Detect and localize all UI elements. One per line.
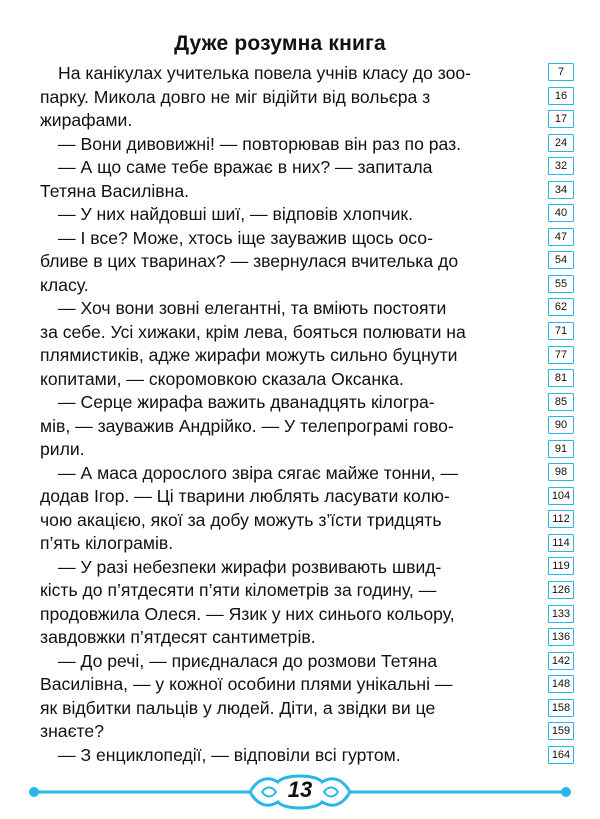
text-line: — З енциклопедії, — відповіли всі гуртом.	[58, 744, 401, 765]
word-count-box: 24	[548, 134, 574, 152]
word-count-box: 98	[548, 463, 574, 481]
page-number: 13	[287, 777, 313, 802]
text-line: — Вони дивовижні! — повторював він раз по раз.	[58, 133, 462, 154]
text-line: парку. Микола довго не міг відійти від вольєра з	[40, 86, 431, 107]
word-count-box: 71	[548, 322, 574, 340]
text-line: жирафами.	[40, 110, 133, 130]
word-count-box: 32	[548, 157, 574, 175]
text-line: — А що саме тебе вражає в них? — запитала	[58, 157, 433, 177]
word-count-box: 112	[548, 510, 574, 528]
text-line: як відбитки пальців у людей. Діти, а звідки ви це	[40, 697, 436, 718]
text-line: п’ять кілограмів.	[40, 533, 174, 553]
word-count-box: 114	[548, 534, 574, 552]
word-count-box: 16	[548, 87, 574, 105]
word-count-box: 55	[548, 275, 574, 293]
word-count-box: 85	[548, 393, 574, 411]
word-count-box: 40	[548, 204, 574, 222]
word-count-box: 47	[548, 228, 574, 246]
word-count-box: 90	[548, 416, 574, 434]
word-count-box: 164	[548, 746, 574, 764]
text-line: мів, — зауважив Андрійко. — У телепрограмі гово-	[40, 415, 454, 436]
text-line: Василівна, — у кожної особини плями унікальні —	[40, 674, 453, 694]
story-title: Дуже розумна книга	[174, 32, 386, 55]
text-line: продовжила Олеся. — Язик у них синього кольору,	[40, 603, 455, 624]
text-line: Тетяна Василівна.	[40, 180, 189, 201]
word-count-box: 77	[548, 346, 574, 364]
word-count-box: 17	[548, 110, 574, 128]
text-line: — Серце жирафа важить дванадцять кілогра-	[58, 392, 435, 412]
text-line: — А маса дорослого звіра сягає майже тонни, —	[58, 462, 459, 483]
word-count-box: 148	[548, 675, 574, 693]
text-line: — У них найдовші шиї, — відповів хлопчик.	[58, 204, 413, 224]
word-count-box: 34	[548, 181, 574, 199]
text-line: — У разі небезпеки жирафи розвивають швид-	[58, 556, 442, 577]
text-line: плямистиків, адже жирафи можуть сильно буцнути	[40, 345, 458, 365]
word-count-box: 119	[548, 557, 574, 575]
word-count-box: 133	[548, 605, 574, 623]
text-line: — І все? Може, хтось іще зауважив щось осо-	[58, 227, 433, 248]
text-line: знаєте?	[40, 721, 104, 741]
word-count-box: 142	[548, 652, 574, 670]
word-count-box: 54	[548, 251, 574, 269]
word-count-box: 62	[548, 298, 574, 316]
text-line: чою акацією, якої за добу можуть з’їсти тридцять	[40, 509, 442, 530]
text-line: завдовжки п’ятдесят сантиметрів.	[40, 627, 316, 647]
word-count-box: 91	[548, 440, 574, 458]
text-line: класу.	[40, 274, 89, 295]
word-count-column	[548, 63, 576, 769]
page-footer	[28, 768, 572, 818]
word-count-box: 159	[548, 722, 574, 740]
word-count-box: 136	[548, 628, 574, 646]
story-text	[40, 62, 536, 767]
text-line: бливе в цих тваринах? — звернулася вчителька до	[40, 251, 459, 271]
text-line: — Хоч вони зовні елегантні, та вміють постояти	[58, 298, 447, 318]
text-line: рили.	[40, 439, 85, 459]
word-count-box: 158	[548, 699, 574, 717]
word-count-box: 126	[548, 581, 574, 599]
text-line: копитами, — скоромовкою сказала Оксанка.	[40, 368, 404, 389]
text-line: кість до п’ятдесяти п’яти кілометрів за годину, —	[40, 580, 437, 600]
word-count-box: 104	[548, 487, 574, 505]
text-line: за себе. Усі хижаки, крім лева, бояться полювати на	[40, 321, 466, 342]
word-count-box: 81	[548, 369, 574, 387]
text-line: — До речі, — приєдналася до розмови Тетяна	[58, 650, 438, 671]
text-line: додав Ігор. — Ці тварини люблять ласувати колю-	[40, 486, 450, 506]
word-count-box: 7	[548, 63, 574, 81]
text-line: На канікулах учителька повела учнів класу до зоо-	[58, 63, 472, 83]
